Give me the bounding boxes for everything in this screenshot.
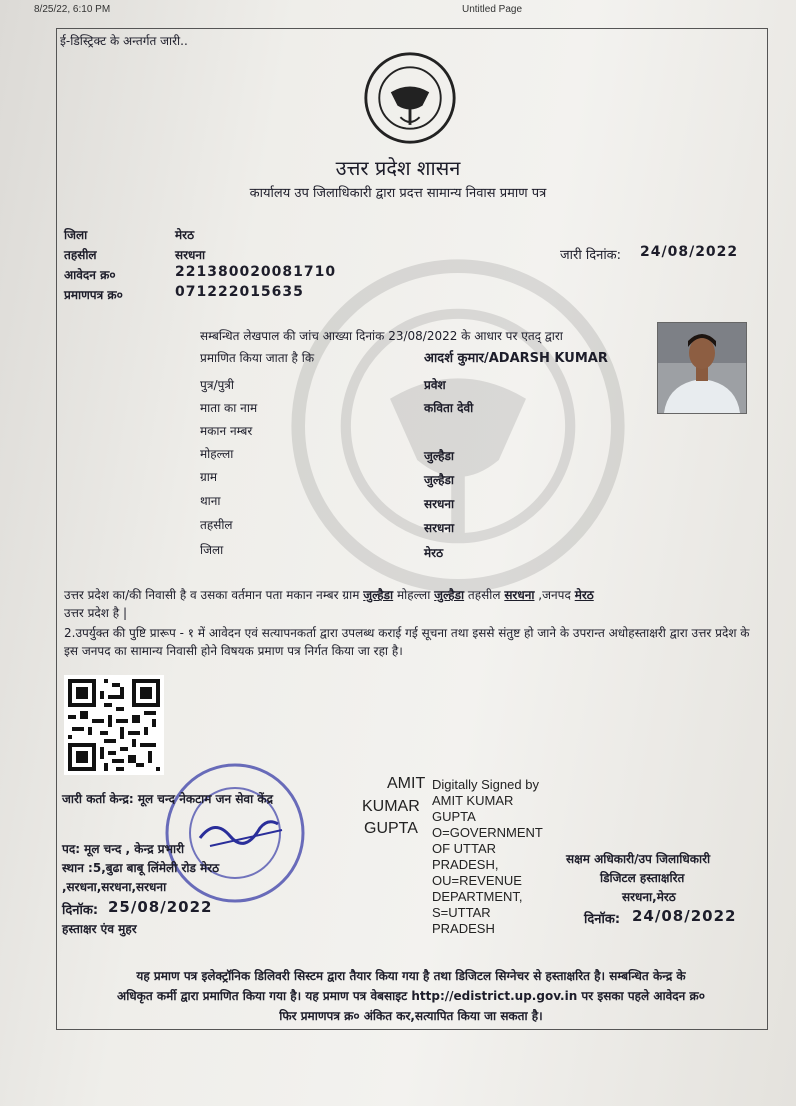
field-value-police-station: सरधना (424, 497, 455, 511)
emblem-watermark (288, 256, 628, 596)
field-label-son-daughter: पुत्र/पुत्री (200, 378, 235, 392)
field-value-district: मेरठ (424, 546, 444, 560)
verification-qr-code (64, 675, 164, 775)
signature-detail-9: S=UTTAR (432, 905, 491, 920)
authority-date-label: दिनॉक: (584, 912, 621, 927)
residency-statement (64, 586, 754, 622)
footer-note-line3: फिर प्रमाणपत्र क्र० अंकित कर,सत्यापित किया जा सकता है। (279, 1009, 543, 1023)
signature-detail-4: O=GOVERNMENT (432, 825, 543, 840)
confirmation-statement: 2.उपर्युक्त की पुष्टि प्रारूप - १ में आवेदन एवं सत्यापनकर्ता द्वारा उपलब्ध कराई गई सूचना तथा इससे संतुष्ट हो जाने के उपरान्त अधोहस्ताक्षरी द्वारा उत्तर प्रदेश के इस जनपद का सामान्य निवासी होने विषयक प्रमाण पत्र निर्गत किया जा रहा है। (64, 626, 750, 658)
issuing-place-line1: स्थान :5,बुढा बाबू लिंमेली रोड मेरठ (62, 861, 220, 875)
footer-note-line1: यह प्रमाण पत्र इलेक्ट्रॉनिक डिलिवरी सिस्टम द्वारा तैयार किया गया है तथा डिजिटल सिग्नेचर से हस्ताक्षरित है। सम्बन्धित केन्द्र के (136, 969, 686, 983)
certificate-number-label: प्रमाणपत्र क्र० (64, 288, 123, 302)
district-label: जिला (64, 228, 88, 242)
field-value-father: प्रवेश (424, 378, 446, 392)
issue-date-label: जारी दिनांक: (560, 248, 622, 263)
applicant-photo (657, 322, 747, 414)
authority-location: सरधना,मेरठ (622, 890, 676, 904)
authority-digital-signed: डिजिटल हस्ताक्षरित (600, 871, 685, 885)
center-seal-stamp (160, 758, 310, 908)
field-label-house-number: मकान नम्बर (200, 424, 253, 438)
residency-text-e: उत्तर प्रदेश है | (64, 606, 127, 620)
document-subtitle: कार्यालय उप जिलाधिकारी द्वारा प्रदत्त सामान्य निवास प्रमाण पत्र (249, 186, 547, 201)
issuing-date-value: 25/08/2022 (108, 898, 213, 916)
residency-text-c: तहसील (464, 588, 505, 602)
issuing-center: जारी कर्ता केन्द्र: मूल चन्द नेकटाम जन सेवा केंद्र (62, 792, 273, 806)
field-label-mohalla: मोहल्ला (200, 447, 234, 461)
district-value: मेरठ (175, 228, 195, 242)
signature-detail-2: AMIT KUMAR (432, 793, 514, 808)
verification-intro: सम्बन्धित लेखपाल की जांच आख्या दिनांक 23/08/2022 के आधार पर एतद् द्वारा (200, 329, 563, 343)
authority-title: सक्षम अधिकारी/उप जिलाधिकारी (566, 852, 711, 866)
residency-district: मेरठ (574, 588, 594, 602)
field-value-village: जुल्हैडा (424, 473, 454, 487)
issued-under-text: ई-डिस्ट्रिक्ट के अन्तर्गत जारी.. (60, 34, 188, 48)
certificate-number-value: 071222015635 (175, 284, 304, 300)
residency-text-b: मोहल्ला (393, 588, 435, 602)
tehsil-value: सरधना (175, 248, 206, 262)
residency-village: जुल्हैडा (363, 588, 394, 602)
signature-detail-5: OF UTTAR (432, 841, 497, 856)
field-label-mother: माता का नाम (200, 401, 258, 415)
document-title: उत्तर प्रदेश शासन (335, 156, 461, 180)
issuing-place-line2: ,सरधना,सरधना,सरधना (62, 880, 167, 894)
signer-name-line3: GUPTA (364, 820, 418, 837)
signature-detail-7: OU=REVENUE (432, 873, 522, 888)
print-page-title: Untitled Page (462, 4, 523, 15)
signer-name-line1: AMIT (387, 775, 426, 792)
application-number-label: आवेदन क्र० (64, 268, 116, 282)
residency-tehsil: सरधना (504, 588, 535, 602)
application-number-value: 221380020081710 (175, 264, 337, 280)
issuing-post: पद: मूल चन्द , केन्द्र प्रभारी (62, 842, 185, 856)
field-value-name: आदर्श कुमार/ADARSH KUMAR (424, 351, 608, 366)
authority-date-value: 24/08/2022 (632, 907, 737, 925)
up-government-emblem (362, 50, 458, 146)
field-value-mohalla: जुल्हैडा (424, 449, 454, 463)
field-value-tehsil: सरधना (424, 521, 455, 535)
residency-text-d: ,जनपद (534, 588, 575, 602)
field-label-certify: प्रमाणित किया जाता है कि (200, 351, 315, 365)
signature-detail-6: PRADESH, (432, 857, 499, 872)
field-label-district: जिला (200, 543, 224, 557)
issue-date-value: 24/08/2022 (640, 244, 739, 260)
field-label-village: ग्राम (200, 470, 218, 484)
tehsil-label: तहसील (64, 248, 97, 262)
issuing-date-label: दिनॉक: (62, 903, 99, 918)
signature-detail-10: PRADESH (432, 921, 495, 936)
sign-and-seal-label: हस्ताक्षर एंव मुहर (62, 922, 137, 936)
residency-mohalla: जुल्हैडा (434, 588, 465, 602)
signature-detail-8: DEPARTMENT, (432, 889, 523, 904)
signature-detail-3: GUPTA (432, 809, 476, 824)
signature-detail-1: Digitally Signed by (432, 777, 539, 792)
field-label-tehsil: तहसील (200, 518, 233, 532)
field-value-mother: कविता देवी (424, 401, 474, 415)
field-label-police-station: थाना (200, 494, 221, 508)
print-datetime: 8/25/22, 6:10 PM (34, 4, 111, 15)
signer-name-line2: KUMAR (362, 798, 420, 815)
footer-note-line2: अधिकृत कर्मी द्वारा प्रमाणित किया गया है। यह प्रमाण पत्र वेबसाइट http://edistrict.up.gov.in पर इसका पहले आवेदन क्र० (117, 989, 705, 1003)
residency-text-a: उत्तर प्रदेश का/की निवासी है व उसका वर्तमान पता मकान नम्बर ग्राम (64, 588, 364, 602)
